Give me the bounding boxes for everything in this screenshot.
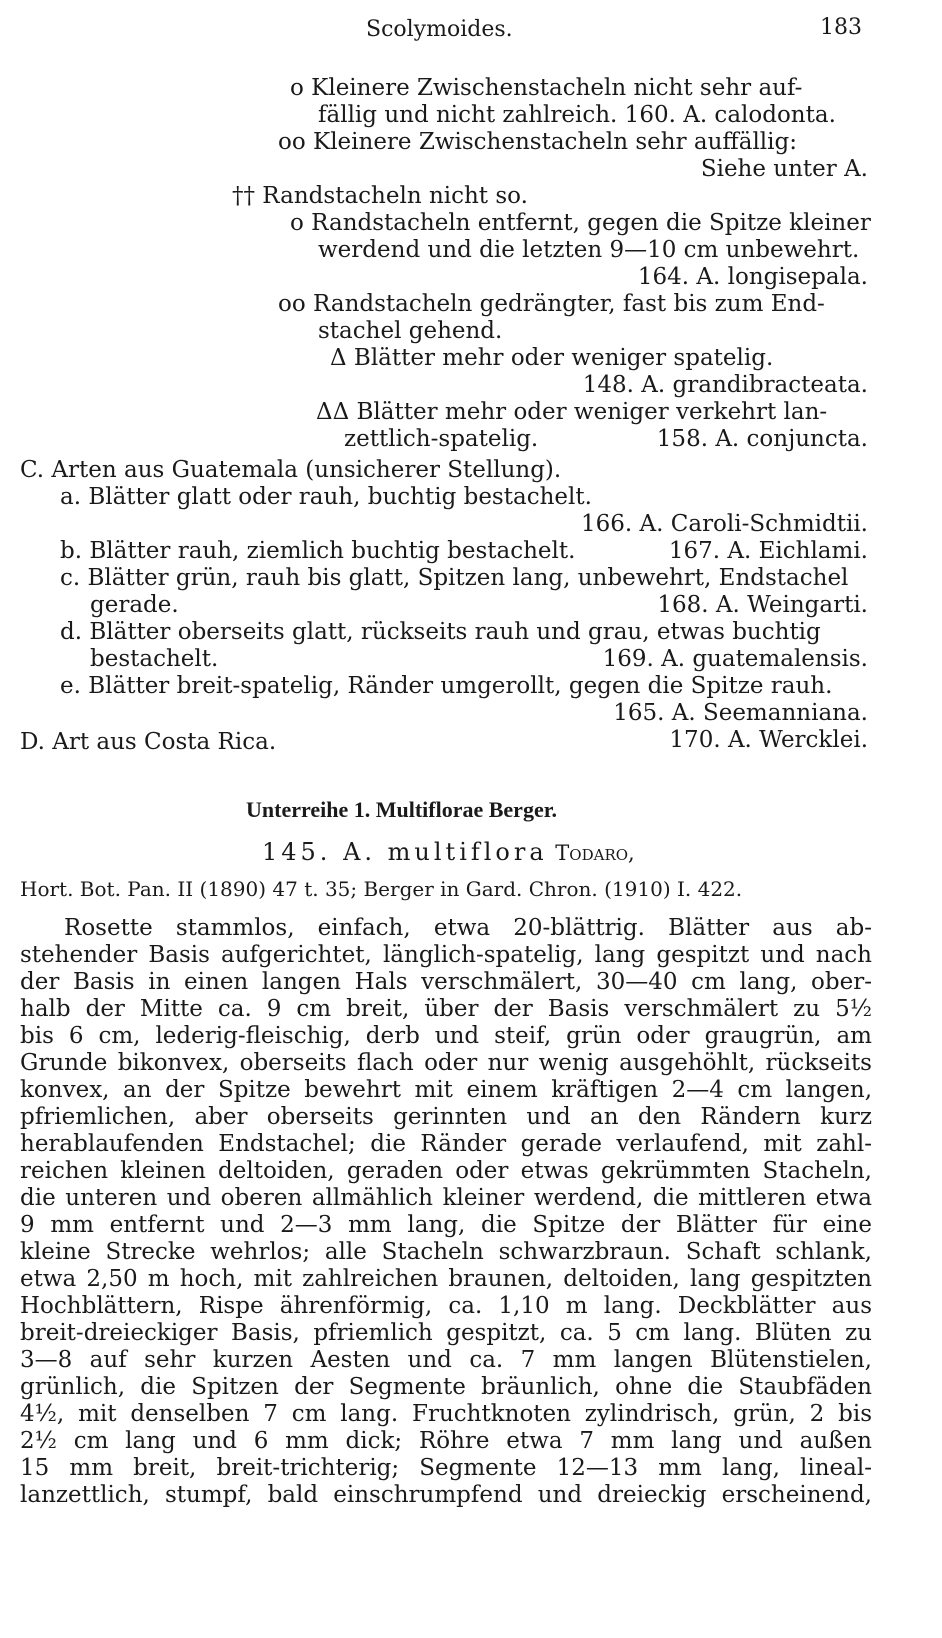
paragraph-line: etwa 2,50 m hoch, mit zahlreichen braunen, deltoiden, lang gespitzten	[20, 1266, 872, 1292]
key-line: †† Randstacheln nicht so.	[232, 183, 528, 209]
paragraph-line: lanzettlich, stumpf, bald einschrumpfend und dreieckig erscheinend,	[20, 1482, 872, 1508]
key-line: e. Blätter breit-spatelig, Ränder umgerollt, gegen die Spitze rauh.	[60, 673, 833, 699]
citation: Hort. Bot. Pan. II (1890) 47 t. 35; Berger in Gard. Chron. (1910) I. 422.	[20, 877, 743, 901]
key-line: oo Kleinere Zwischenstacheln sehr auffällig:	[278, 129, 797, 155]
key-line: d. Blätter oberseits glatt, rückseits rauh und grau, etwas buchtig	[60, 619, 821, 645]
paragraph-line: 3—8 auf sehr kurzen Aesten und ca. 7 mm langen Blütenstielen,	[20, 1347, 872, 1373]
paragraph-line: die unteren und oberen allmählich kleiner werdend, die mittleren etwa	[20, 1185, 872, 1211]
key-ref: 169. A. guatemalensis.	[602, 646, 868, 672]
key-ref: 166. A. Caroli-Schmidtii.	[581, 511, 868, 537]
paragraph-line: stehender Basis aufgerichtet, länglich-spatelig, lang gespitzt und nach	[20, 942, 872, 968]
key-line: b. Blätter rauh, ziemlich buchtig bestachelt.	[60, 538, 576, 564]
paragraph-line: breit-dreieckiger Basis, pfriemlich gespitzt, ca. 5 cm lang. Blüten zu	[20, 1320, 872, 1346]
key-ref: 165. A. Seemanniana.	[613, 700, 868, 726]
species-name: 145. A. multiflora	[262, 838, 548, 866]
key-line: a. Blätter glatt oder rauh, buchtig bestachelt.	[60, 484, 592, 510]
paragraph-line: pfriemlichen, aber oberseits gerinnten und an den Rändern kurz	[20, 1104, 872, 1130]
running-title: Scolymoides.	[366, 17, 513, 42]
key-line: bestachelt.	[90, 646, 219, 672]
key-line	[290, 74, 868, 102]
key-line: c. Blätter grün, rauh bis glatt, Spitzen lang, unbewehrt, Endstachel	[60, 565, 849, 591]
paragraph-line: kleine Strecke wehrlos; alle Stacheln schwarzbraun. Schaft schlank,	[20, 1239, 872, 1265]
key-line: zettlich-spatelig.	[344, 426, 539, 452]
paragraph-line: Hochblättern, Rispe ährenförmig, ca. 1,10 m lang. Deckblätter aus	[20, 1293, 872, 1319]
paragraph-line: halb der Mitte ca. 9 cm breit, über der Basis verschmälert zu 5½	[20, 996, 872, 1022]
paragraph-line: 4½, mit denselben 7 cm lang. Fruchtknoten zylindrisch, grün, 2 bis	[20, 1401, 872, 1427]
key-line: oo Randstacheln gedrängter, fast bis zum End-	[278, 291, 825, 317]
key-line: stachel gehend.	[318, 318, 503, 344]
species-heading	[262, 838, 635, 867]
paragraph-line: Rosette stammlos, einfach, etwa 20-blättrig. Blätter aus ab-	[64, 915, 872, 941]
paragraph-line: Grunde bikonvex, oberseits flach oder nur wenig ausgehöhlt, rückseits	[20, 1050, 872, 1076]
key-ref: 158. A. conjuncta.	[656, 426, 868, 452]
key-line: fällig und nicht zahlreich. 160. A. calodonta.	[318, 102, 836, 128]
paragraph-line: herablaufenden Endstachel; die Ränder gerade verlaufend, mit zahl-	[20, 1131, 872, 1157]
paragraph-line: bis 6 cm, lederig-fleischig, derb und steif, grün oder graugrün, am	[20, 1023, 872, 1049]
key-line: Δ Blätter mehr oder weniger spatelig.	[330, 345, 774, 371]
key-ref: 168. A. Weingarti.	[657, 592, 868, 618]
key-group-d: D. Art aus Costa Rica.	[20, 729, 277, 755]
paragraph-line: 9 mm entfernt und 2—3 mm lang, die Spitze der Blätter für eine	[20, 1212, 872, 1238]
key-ref: 148. A. grandibracteata.	[582, 372, 868, 398]
key-text: o Kleinere Zwischenstacheln nicht sehr auf-	[290, 75, 803, 101]
key-ref: Siehe unter A.	[700, 156, 868, 182]
page-number: 183	[820, 15, 862, 40]
key-line: werdend und die letzten 9—10 cm unbewehrt.	[318, 237, 860, 263]
paragraph-line: 15 mm breit, breit-trichterig; Segmente 12—13 mm lang, lineal-	[20, 1455, 872, 1481]
paragraph-line: konvex, an der Spitze bewehrt mit einem kräftigen 2—4 cm langen,	[20, 1077, 872, 1103]
key-ref: 170. A. Wercklei.	[669, 727, 868, 753]
key-line: ΔΔ Blätter mehr oder weniger verkehrt lan-	[316, 399, 828, 425]
key-group-c: C. Arten aus Guatemala (unsicherer Stellung).	[20, 457, 562, 483]
key-line: gerade.	[90, 592, 179, 618]
subsection-heading: Unterreihe 1. Multiflorae Berger.	[246, 797, 557, 822]
paragraph-line: reichen kleinen deltoiden, geraden oder etwas gekrümmten Stacheln,	[20, 1158, 872, 1184]
species-author: Todaro,	[555, 841, 635, 865]
paragraph-line: der Basis in einen langen Hals verschmälert, 30—40 cm lang, ober-	[20, 969, 872, 995]
key-line: o Randstacheln entfernt, gegen die Spitze kleiner	[290, 210, 871, 236]
key-ref: 167. A. Eichlami.	[668, 538, 868, 564]
paragraph-line: 2½ cm lang und 6 mm dick; Röhre etwa 7 mm lang und außen	[20, 1428, 872, 1454]
key-ref: 164. A. longisepala.	[637, 264, 868, 290]
paragraph-line: grünlich, die Spitzen der Segmente bräunlich, ohne die Staubfäden	[20, 1374, 872, 1400]
